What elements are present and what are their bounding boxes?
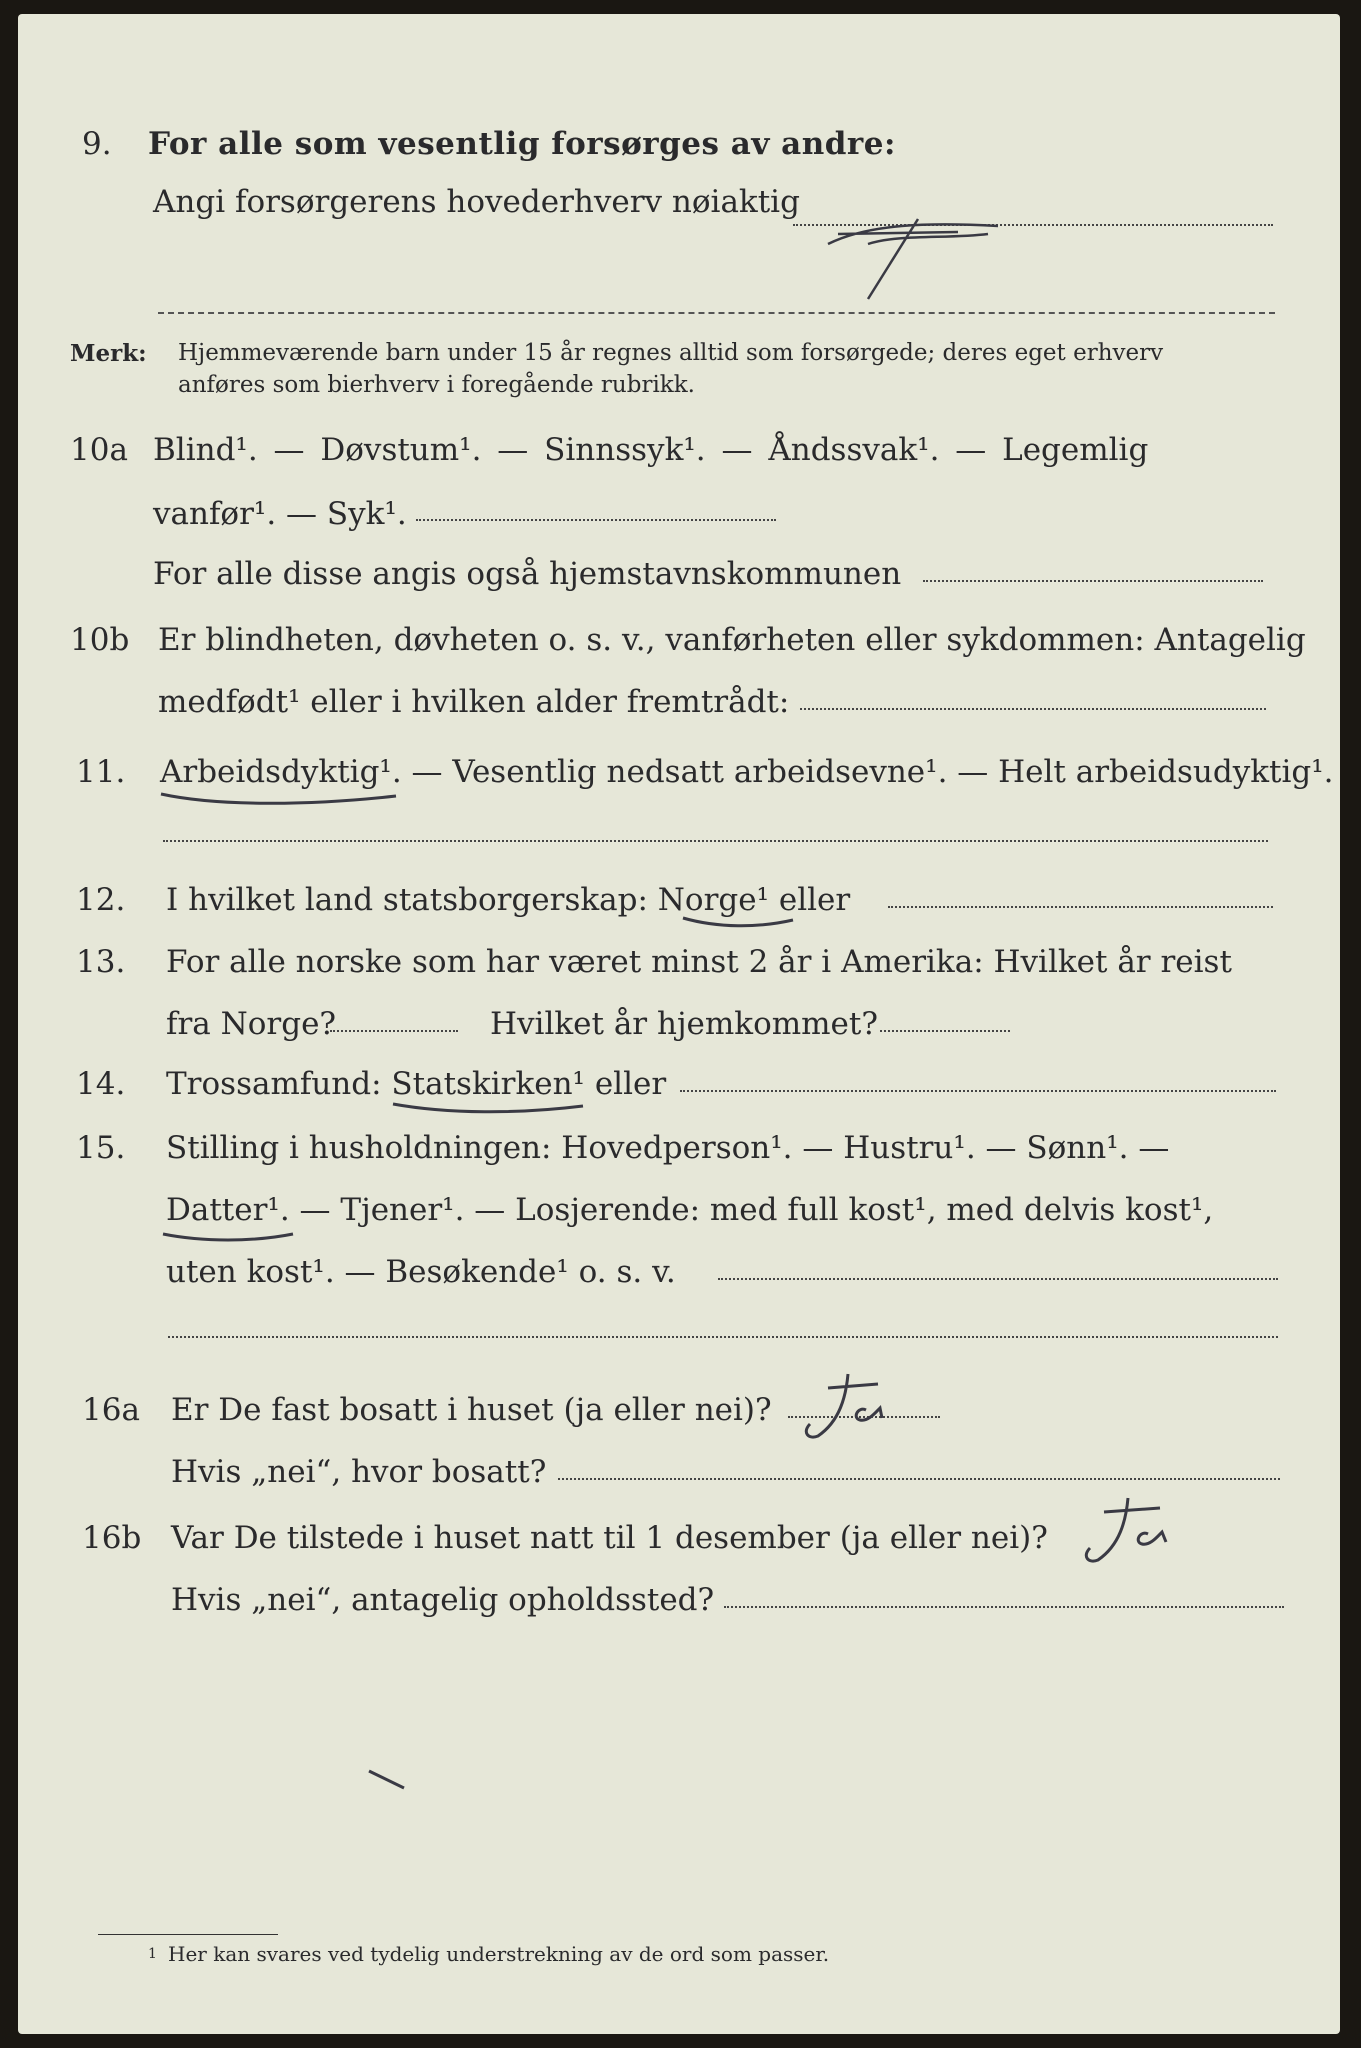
q14-underline-mark [388, 1098, 588, 1120]
q16a-line2: Hvis „nei“, hvor bosatt? [171, 1454, 547, 1490]
q14-number: 14. [76, 1066, 126, 1102]
q16b-line1: Var De tilstede i huset natt til 1 desember (ja eller nei)? [171, 1520, 1048, 1556]
q9-extra-line [158, 312, 1275, 314]
q9-line2: Angi forsørgerens hovederhverv nøiaktig [153, 184, 800, 220]
q10b-line1: Er blindheten, døvheten o. s. v., vanførheten eller sykdommen: Antagelig [158, 622, 1306, 658]
q16b-number: 16b [82, 1520, 142, 1556]
q14-line1: Trossamfund: Statskirken¹ eller [166, 1066, 667, 1102]
q16a-bosatt-line [558, 1478, 1280, 1480]
q13-reist-line [330, 1030, 458, 1032]
q15-underline-mark [158, 1226, 298, 1248]
footnote-text: Her kan svares ved tydelig understrekning av de ord som passer. [168, 1942, 830, 1966]
q12-number: 12. [76, 882, 126, 918]
q15-answer-line [718, 1278, 1278, 1280]
q13-line2a: fra Norge? [166, 1006, 337, 1042]
q10a-number: 10a [70, 432, 128, 468]
q16b-opholdssted-line [724, 1606, 1284, 1608]
q15-line3: uten kost¹. — Besøkende¹ o. s. v. [166, 1254, 676, 1290]
q12-underline-mark [678, 910, 798, 934]
q16a-number: 16a [82, 1392, 140, 1428]
q10b-number: 10b [70, 622, 130, 658]
q11-underline-mark [156, 784, 406, 814]
census-form-page [18, 14, 1340, 2034]
q10b-answer-line [800, 708, 1266, 710]
q13-line2b: Hvilket år hjemkommet? [490, 1006, 878, 1042]
footnote-rule [98, 1934, 278, 1935]
q10a-line1: Blind¹. — Døvstum¹. — Sinnssyk¹. — Åndssvak¹. — Legemlig [153, 432, 1149, 468]
q16b-answer-handwriting [1068, 1490, 1208, 1570]
q15-extra-line [168, 1336, 1278, 1338]
q9-line1: For alle som vesentlig forsørges av andre: [148, 126, 896, 162]
q10a-line2: vanfør¹. — Syk¹. [153, 496, 407, 532]
q9-handwritten-dash-mark [808, 204, 1028, 314]
q15-line2: Datter¹. — Tjener¹. — Losjerende: med full kost¹, med delvis kost¹, [166, 1192, 1214, 1228]
merk-line2: anføres som bierhverv i foregående rubrikk. [178, 372, 695, 398]
q10a-syk-line [416, 519, 776, 521]
footnote-mark: 1 [148, 1946, 157, 1962]
q16a-answer-handwriting [788, 1366, 918, 1446]
q15-line1: Stilling i husholdningen: Hovedperson¹. — Hustru¹. — Sønn¹. — [166, 1130, 1170, 1166]
q14-answer-line [680, 1090, 1276, 1092]
stray-pen-mark [364, 1766, 414, 1796]
q10b-line2: medfødt¹ eller i hvilken alder fremtrådt: [158, 684, 790, 720]
q16b-line2: Hvis „nei“, antagelig opholdssted? [171, 1582, 715, 1618]
q9-number: 9. [82, 126, 112, 162]
q10a-kommune-line [923, 580, 1263, 582]
q11-number: 11. [76, 754, 126, 790]
merk-label: Merk: [70, 340, 147, 367]
q12-line1: I hvilket land statsborgerskap: Norge¹ eller [166, 882, 851, 918]
q13-hjemkommet-line [880, 1030, 1010, 1032]
q10a-line3: For alle disse angis også hjemstavnskommunen [153, 556, 902, 592]
q13-line1: For alle norske som har været minst 2 år i Amerika: Hvilket år reist [166, 944, 1232, 980]
q12-answer-line [888, 906, 1273, 908]
q11-extra-line [163, 840, 1268, 842]
q11-line1: Arbeidsdyktig¹. — Vesentlig nedsatt arbeidsevne¹. — Helt arbeidsudyktig¹. [160, 754, 1334, 790]
q15-number: 15. [76, 1130, 126, 1166]
q13-number: 13. [76, 944, 126, 980]
merk-line1: Hjemmeværende barn under 15 år regnes alltid som forsørgede; deres eget erhverv [178, 340, 1164, 366]
q16a-line1: Er De fast bosatt i huset (ja eller nei)? [171, 1392, 772, 1428]
